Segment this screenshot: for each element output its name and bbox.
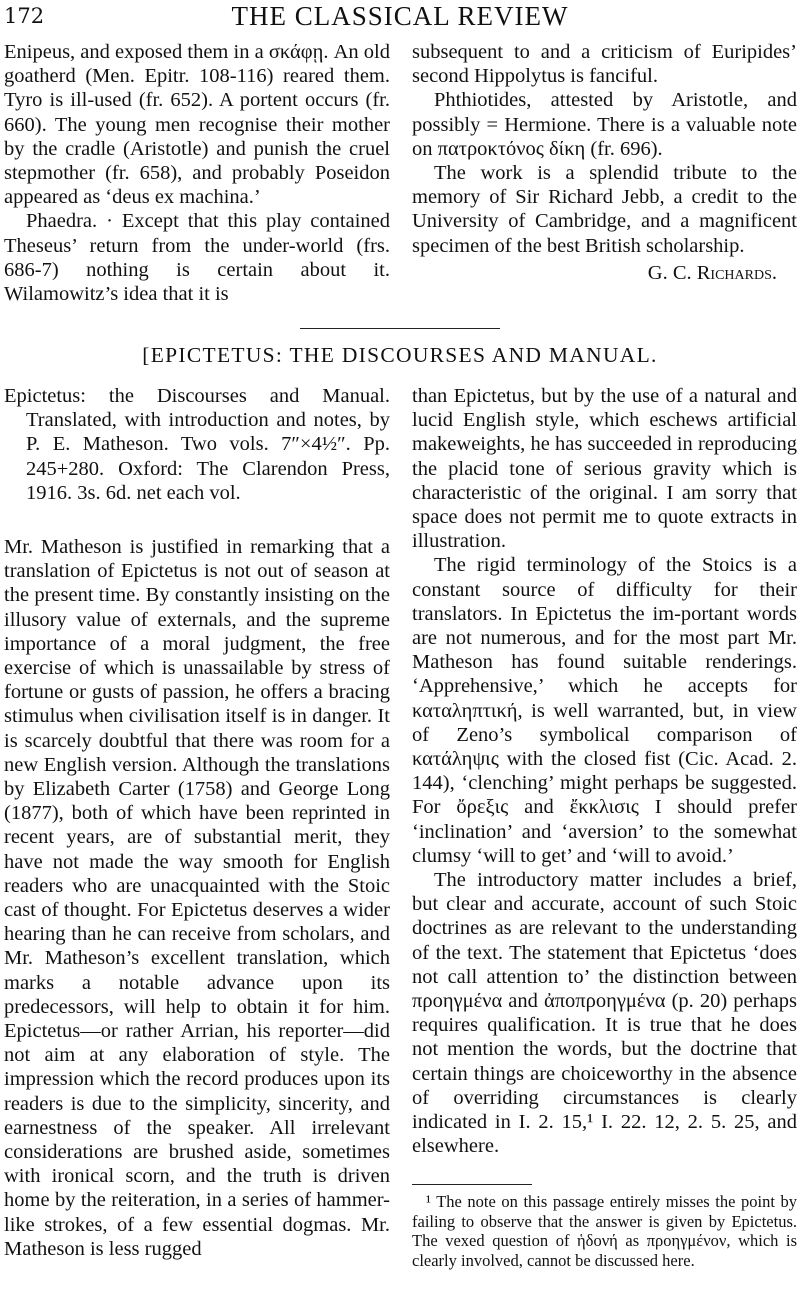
reviewer-signature: G. C. Richards. (647, 261, 777, 284)
section-divider (300, 328, 500, 329)
prev-review-paragraph: The work is a splendid tribute to the memory of Sir Richard Jebb, a credit to the University of Cambridge, and a magnificent specimen of the best British scholarship. (412, 162, 797, 257)
bibliographic-entry-text: Epictetus: the Discourses and Manual. Translated, with introduction and notes, by P. E. Matheson. Two vols. 7″×4½″. Pp. 245+280. Oxford: The Clarendon Press, 1916. 3s. 6d. net each vol. (4, 385, 390, 504)
article-paragraph: The rigid terminology of the Stoics is a constant source of difficulty for their translators. In Epictetus the im-portant words are not numerous, and for the most part Mr. Matheson has found suitable renderings. ‘Apprehensive,’ which he accepts for καταληπτική, is well warranted, but, in view of Zeno’s symbolical comparison of κατάληψις with the closed fist (Cic. Acad. 2. 144), ‘clenching’ might perhaps be suggested. For ὄρεξις and ἔκκλισις I should prefer ‘inclination’ and ‘aversion’ to the somewhat clumsy ‘will to get’ and ‘will to avoid.’ (412, 554, 797, 867)
article-left-column (4, 535, 390, 1261)
article-right-column (412, 384, 797, 1159)
running-header (0, 0, 800, 34)
article-paragraph: than Epictetus, but by the use of a natural and lucid English style, which eschews artificial makeweights, he has succeeded in reproducing the placid tone of serious gravity which is characteristic of the original. I am sorry that space does not permit me to quote extracts in illustration. (412, 385, 797, 553)
article-paragraph: Mr. Matheson is justified in remarking that a translation of Epictetus is not out of season at the present time. By constantly insisting on the illusory value of externals, and the supreme importance of a moral judgment, the free exercise of which is unassailable by stress of fortune or gusts of passion, he offers a bracing stimulus when civilisation itself is in danger. It is scarcely doubtful that there was room for a new English version. Although the translations by Elizabeth Carter (1758) and George Long (1877), both of which have been reprinted in recent years, are of substantial merit, they have not made the way smooth for English readers who are unacquainted with the Stoic cast of thought. For Epictetus deserves a wider hearing than he can receive from scholars, and Mr. Matheson’s excellent translation, which marks a notable advance upon its predecessors, will help to obtain it for him. Epictetus—or rather Arrian, his reporter—did not aim at any elaboration of style. The impression which the record produces upon its readers is due to the simplicity, sincerity, and earnestness of the speaker. All irrelevant considerations are brushed aside, sometimes with ironical scorn, and the truth is driven home by the reiteration, in a series of hammer-like strokes, of a few essential dogmas. Mr. Matheson is less rugged (4, 536, 390, 1260)
footnote-text: ¹ The note on this passage entirely misses the point by failing to observe that the answer is given by Epictetus. The vexed question of ἡδονή as προηγμένον, which is clearly involved, cannot be discussed here. (412, 1192, 797, 1270)
prev-review-paragraph: Phaedra. · Except that this play contained Theseus’ return from the under-world (frs. 686-7) nothing is certain about it. Wilamowitz’s idea that it is (4, 210, 390, 306)
journal-title: THE CLASSICAL REVIEW (231, 1, 569, 31)
prev-review-paragraph: subsequent to and a criticism of Euripides’ second Hippolytus is fanciful. (412, 41, 797, 88)
article-title: [EPICTETUS: THE DISCOURSES AND MANUAL. (142, 343, 658, 367)
footnote (412, 1192, 797, 1270)
prev-review-paragraph: Enipeus, and exposed them in a σκάφῃ. An old goatherd (Men. Epitr. 108-116) reared them. Tyro is ill-used (fr. 652). A portent occurs (fr. 660). The young men recognise their mother by the cradle (Aristotle) and punish the cruel stepmother (fr. 658), and probably Poseidon appeared as ‘deus ex machina.’ (4, 41, 390, 209)
prev-review-paragraph: Phthiotides, attested by Aristotle, and possibly = Hermione. There is a valuable note on πατροκτόνος δίκη (fr. 696). (412, 89, 797, 160)
bibliographic-entry (4, 384, 390, 505)
prev-review-left-column (4, 40, 390, 306)
page-number: 172 (4, 4, 45, 28)
article-paragraph: The introductory matter includes a brief, but clear and accurate, account of such Stoic doctrines as are relevant to the understanding of the text. The statement that Epictetus ‘does not call attention to’ the distinction between προηγμένα and ἀποπροηγμένα (p. 20) perhaps requires qualification. It is true that he does not mention the words, but the doctrine that certain things are choiceworthy in the absence of overriding circumstances is clearly indicated in I. 2. 15,¹ I. 22. 12, 2. 5. 25, and elsewhere. (412, 869, 797, 1158)
prev-review-right-column (412, 40, 797, 285)
footnote-divider (412, 1184, 532, 1185)
